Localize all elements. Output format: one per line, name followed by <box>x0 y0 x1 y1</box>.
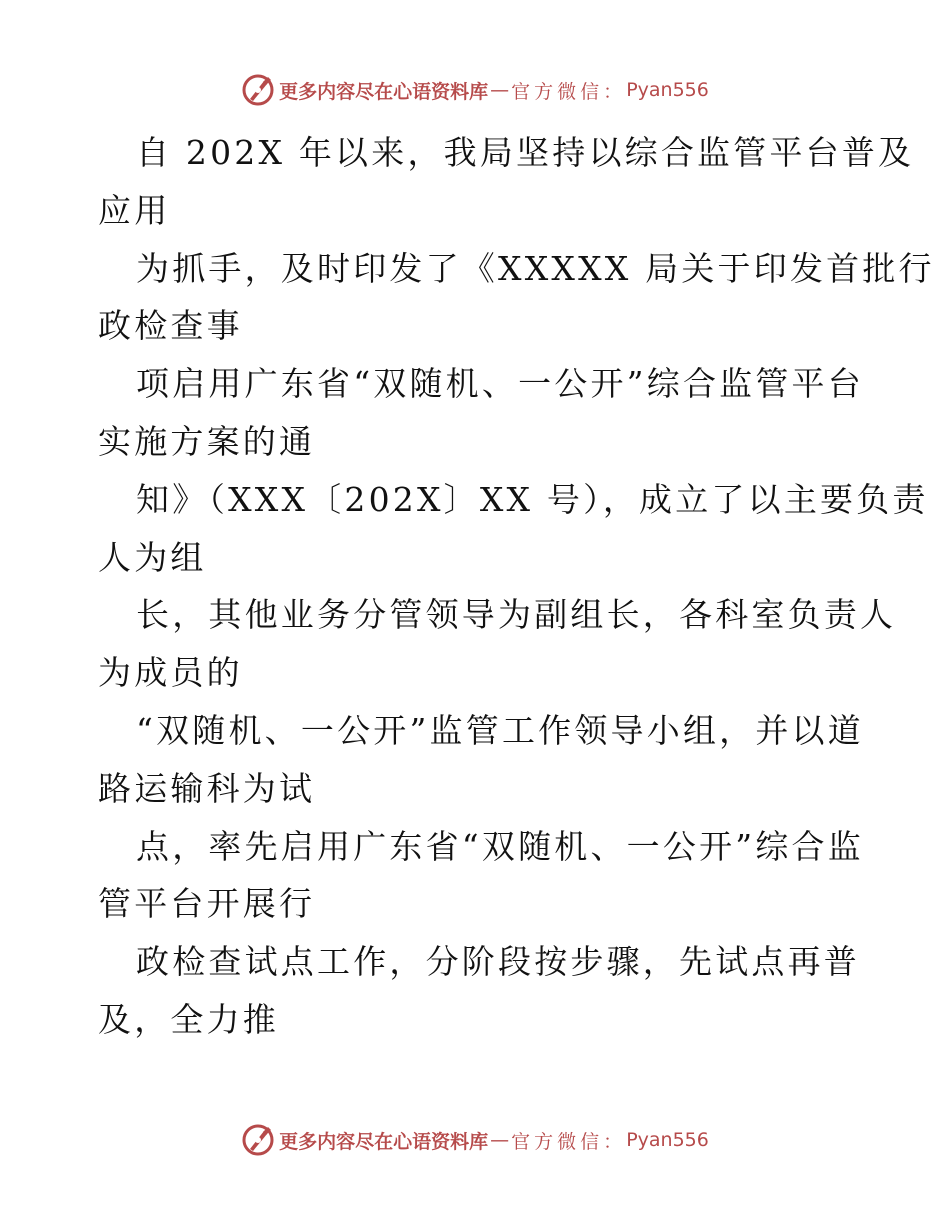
text-line: 政检查事 <box>98 306 243 346</box>
text-line: 为抓手，及时印发了《XXXXX 局关于印发首批行 <box>136 248 935 288</box>
text-line: “双随机、一公开”监管工作领导小组，并以道 <box>136 710 864 750</box>
watermark-site-text: 更多内容尽在心语资料库 <box>279 1130 489 1153</box>
text-line: 及，全力推 <box>98 999 279 1039</box>
watermark-wechat-label: 官方微信： <box>511 80 627 103</box>
text-line: 路运输科为试 <box>98 768 316 808</box>
text-line: 实施方案的通 <box>98 421 316 461</box>
text-line: 为成员的 <box>98 653 243 693</box>
text-line: 项启用广东省“双随机、一公开”综合监管平台 <box>136 364 864 404</box>
text-line: 自 202X 年以来，我局坚持以综合监管平台普及 <box>136 133 915 172</box>
text-line: 人为组 <box>98 537 207 577</box>
watermark-footer <box>0 1120 950 1160</box>
text-line: 点，率先启用广东省“双随机、一公开”综合监 <box>136 826 864 866</box>
text-line: 管平台开展行 <box>98 884 316 924</box>
watermark-dash: — <box>490 1129 510 1151</box>
text-line: 应用 <box>98 190 171 230</box>
watermark-wechat-id: Pyan556 <box>626 79 709 101</box>
text-line: 知》（XXX〔202X〕XX 号），成立了以主要负责 <box>136 479 929 519</box>
watermark-wechat-label: 官方微信： <box>511 1130 627 1153</box>
text-line: 长，其他业务分管领导为副组长，各科室负责人 <box>136 595 897 635</box>
watermark-wechat-id: Pyan556 <box>626 1129 709 1151</box>
quill-pen-logo-icon <box>241 73 275 107</box>
watermark-header <box>0 70 950 110</box>
quill-pen-logo-icon <box>241 1123 275 1157</box>
watermark-dash: — <box>490 79 510 101</box>
watermark-site-text: 更多内容尽在心语资料库 <box>279 80 489 103</box>
text-line: 政检查试点工作，分阶段按步骤，先试点再普 <box>136 942 860 982</box>
document-body <box>98 124 935 1049</box>
